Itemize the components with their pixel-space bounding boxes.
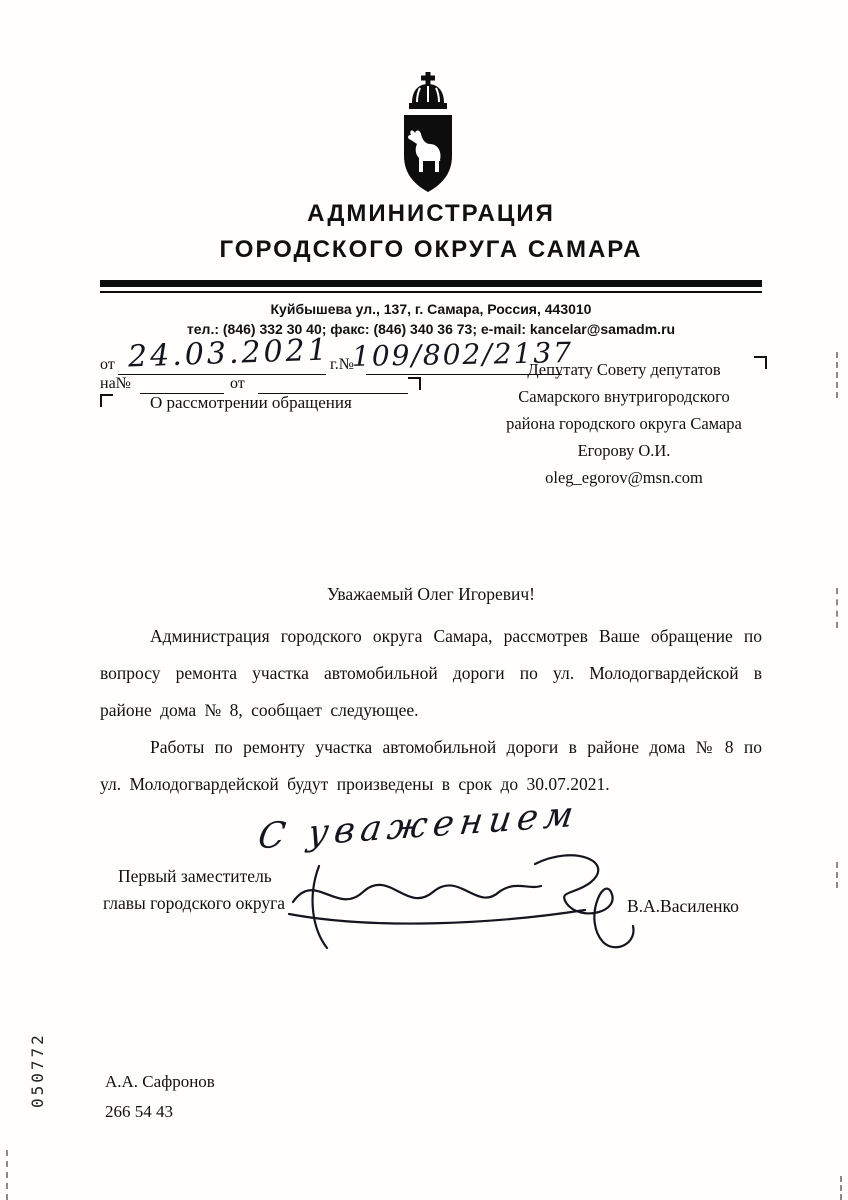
handwritten-number: 109/802/2137: [351, 336, 574, 373]
reply-from-label: от: [230, 375, 245, 392]
handwritten-date: 24.03.2021: [127, 332, 331, 375]
addressee-line: Самарского внутригородского: [518, 387, 730, 406]
signer-title-line1: Первый заместитель: [118, 866, 272, 886]
vertical-doc-number: 050772: [28, 1032, 47, 1108]
addressee-email: oleg_egorov@msn.com: [545, 468, 703, 487]
body-paragraph-1: Администрация городского округа Самара, рассмотрев Ваше обращение по вопросу ремонта участка автомобильной дороги по ул. Молодогвардейской в районе дома № 8, сообщает следующее.: [100, 626, 762, 720]
executor-name: А.А. Сафронов: [105, 1072, 215, 1091]
scan-edge-mark: [836, 588, 838, 628]
executor-phone: 266 54 43: [105, 1102, 173, 1121]
addressee-line: Егорову О.И.: [577, 441, 671, 460]
ref-number-label: г.№: [330, 356, 355, 373]
signature-stroke-icon: [285, 850, 665, 968]
signer-name: В.А.Василенко: [627, 896, 739, 916]
corner-mark-icon: [408, 377, 421, 390]
org-address: Куйбышева ул., 137, г. Самара, Россия, 443010: [270, 301, 592, 317]
handwritten-closing: С уважением: [255, 794, 582, 858]
corner-mark-icon: [100, 394, 113, 407]
addressee-line: района городского округа Самара: [506, 414, 742, 433]
letter-body: [100, 618, 762, 803]
addressee-block: [478, 356, 770, 491]
scan-edge-mark: [6, 1150, 8, 1200]
org-name-line1: АДМИНИСТРАЦИЯ: [307, 200, 555, 227]
org-name-line2: ГОРОДСКОГО ОКРУГА САМАРА: [219, 236, 643, 263]
signer-title-line2: главы городского округа: [103, 893, 286, 913]
ref-date-blank-line: [118, 374, 326, 375]
ref-from-label: от: [100, 356, 115, 373]
subject-line: О рассмотрении обращения: [150, 393, 352, 412]
scan-edge-mark: [840, 1176, 842, 1200]
scan-edge-mark: [836, 862, 838, 888]
body-paragraph-2: Работы по ремонту участка автомобильной дороги в районе дома № 8 по ул. Молодогвардейской будут произведены в срок до 30.07.2021.: [100, 737, 762, 794]
addressee-line: Депутату Совету депутатов: [527, 360, 721, 379]
org-contacts: тел.: (846) 332 30 40; факс: (846) 340 36 73; e-mail: kancelar@samadm.ru: [186, 321, 676, 337]
header-rule-thick: [100, 280, 762, 287]
samara-coat-of-arms-icon: [392, 72, 464, 198]
scan-edge-mark: [836, 352, 838, 398]
reply-to-label: на№: [100, 375, 131, 392]
header-rule-thin: [100, 291, 762, 293]
salutation: Уважаемый Олег Игоревич!: [326, 584, 535, 604]
